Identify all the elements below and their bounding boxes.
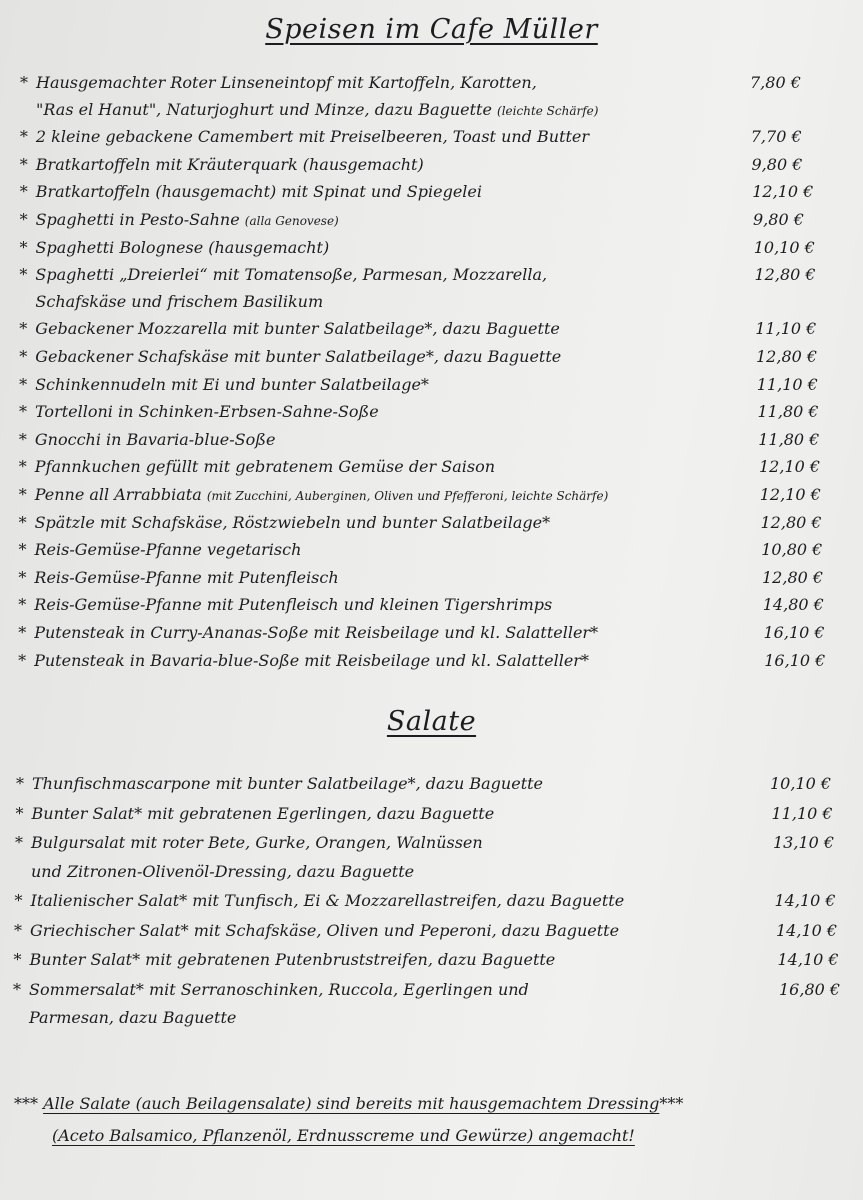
salad-item-price: 14,10 € — [777, 950, 839, 969]
salad-item-6 — [14, 946, 556, 974]
menu-item-price: 12,10 € — [759, 485, 821, 504]
menu-item-price: 9,80 € — [753, 210, 804, 229]
menu-item-price: 14,80 € — [762, 595, 824, 615]
footnote-line-1 — [14, 1090, 683, 1118]
menu-item-price: 11,10 € — [756, 374, 818, 394]
menu-item-price: 12,10 € — [759, 457, 821, 477]
salad-item-name: Thunfischmascarpone mit bunter Salatbeilage*, dazu Baguette — [32, 774, 544, 793]
menu-item-continuation — [36, 96, 598, 125]
salad-item-7 — [13, 976, 529, 1004]
menu-item-19 — [18, 619, 598, 647]
menu-bullet: * — [19, 265, 28, 285]
menu-title: Speisen im Cafe Müller — [265, 14, 598, 45]
salad-item-5 — [14, 917, 619, 945]
menu-item-name: Spaghetti „Dreierlei“ mit Tomatensoße, Parmesan, Mozzarella, — [35, 265, 548, 285]
salad-bullet: * — [13, 950, 22, 969]
salad-item-price: 14,10 € — [776, 920, 838, 940]
menu-item-13 — [19, 453, 495, 481]
menu-item-price: 16,10 € — [764, 650, 826, 670]
menu-item-cont-note: (leichte Schärfe) — [497, 103, 599, 118]
menu-bullet: * — [19, 237, 28, 257]
menu-item-1 — [20, 69, 537, 97]
salad-bullet: * — [15, 803, 24, 823]
menu-item-name: Tortelloni in Schinken-Erbsen-Sahne-Soße — [35, 402, 379, 422]
menu-item-name: Gebackener Mozzarella mit bunter Salatbeilage*, dazu Baguette — [35, 319, 560, 339]
menu-item-name: Spaghetti Bolognese (hausgemacht) — [35, 237, 330, 257]
salad-item-name: Bunter Salat* mit gebratenen Putenbruststreifen, dazu Baguette — [29, 950, 556, 969]
salad-item-3 — [15, 829, 483, 857]
menu-item-price: 10,10 € — [753, 237, 815, 257]
salad-item-continuation — [29, 1004, 236, 1032]
menu-item-price: 11,80 € — [757, 402, 819, 422]
salad-item-name: Italienischer Salat* mit Tunfisch, Ei & Mozzarellastreifen, dazu Baguette — [30, 891, 625, 910]
menu-item-name: Spätzle mit Schafskäse, Röstzwiebeln und bunter Salatbeilage* — [34, 512, 551, 532]
menu-item-name: 2 kleine gebackene Camembert mit Preiselbeeren, Toast und Butter — [35, 127, 590, 147]
menu-item-name: Reis-Gemüse-Pfanne mit Putenfleisch — [34, 567, 339, 587]
menu-item-name: Gnocchi in Bavaria-blue-Soße — [34, 429, 276, 449]
menu-item-name: Reis-Gemüse-Pfanne mit Putenfleisch und kleinen Tigershrimps — [34, 595, 553, 615]
menu-item-continuation — [35, 288, 323, 316]
menu-item-price: 12,10 € — [752, 182, 814, 202]
menu-item-12 — [19, 426, 276, 454]
menu-item-name: Pfannkuchen gefüllt mit gebratenem Gemüse der Saison — [34, 457, 496, 477]
salad-item-price: 14,10 € — [774, 891, 836, 910]
menu-item-8 — [19, 315, 560, 343]
menu-item-17 — [18, 564, 338, 592]
menu-bullet: * — [18, 457, 27, 477]
menu-bullet: * — [18, 595, 27, 615]
menu-item-14 — [19, 481, 609, 510]
menu-item-name: Spaghetti in Pesto-Sahne — [35, 210, 240, 229]
salad-item-cont-text: und Zitronen-Olivenöl-Dressing, dazu Baguette — [31, 861, 415, 881]
menu-item-16 — [19, 536, 302, 564]
menu-item-2 — [20, 123, 589, 151]
salad-bullet: * — [14, 891, 23, 910]
menu-bullet: * — [20, 73, 28, 92]
menu-bullet: * — [18, 623, 27, 642]
salad-item-continuation — [31, 858, 414, 886]
menu-item-price: 16,10 € — [763, 623, 825, 642]
menu-item-price: 12,80 € — [756, 347, 818, 366]
salad-item-cont-text: Parmesan, dazu Baguette — [29, 1008, 237, 1027]
menu-item-name: Putensteak in Curry-Ananas-Soße mit Reisbeilage und kl. Salatteller* — [34, 623, 599, 642]
salad-bullet: * — [14, 920, 22, 940]
menu-item-6 — [20, 234, 330, 262]
menu-item-price: 9,80 € — [751, 154, 803, 174]
menu-bullet: * — [18, 567, 27, 587]
footnote-line-2 — [52, 1122, 635, 1150]
menu-bullet: * — [19, 182, 28, 202]
menu-item-name: Bratkartoffeln mit Kräuterquark (hausgemacht) — [35, 154, 424, 174]
salad-bullet: * — [15, 833, 23, 852]
menu-item-cont-text: Schafskäse und frischem Basilikum — [35, 291, 324, 311]
menu-bullet: * — [19, 402, 27, 422]
menu-item-price: 10,80 € — [761, 540, 823, 560]
menu-bullet: * — [18, 512, 27, 532]
menu-item-name: Schinkennudeln mit Ei und bunter Salatbeilage* — [35, 374, 429, 394]
menu-item-name: Bratkartoffeln (hausgemacht) mit Spinat und Spiegelei — [35, 182, 482, 202]
menu-bullet: * — [19, 127, 28, 147]
menu-item-20 — [18, 647, 589, 675]
menu-item-note: (alla Genovese) — [244, 214, 339, 228]
salad-item-price: 11,10 € — [771, 803, 833, 823]
footnote-stars-left: *** — [14, 1094, 38, 1113]
footnote-stars-right: *** — [659, 1094, 684, 1113]
menu-item-price: 7,70 € — [750, 127, 802, 147]
salad-title: Salate — [386, 706, 477, 737]
salad-bullet: * — [16, 774, 24, 793]
menu-item-name: Putensteak in Bavaria-blue-Soße mit Reisbeilage und kl. Salatteller* — [34, 650, 589, 670]
menu-item-price: 11,10 € — [755, 319, 817, 339]
menu-item-name: Reis-Gemüse-Pfanne vegetarisch — [34, 540, 302, 560]
footnote-text-2: (Aceto Balsamico, Pflanzenöl, Erdnusscreme und Gewürze) angemacht! — [52, 1126, 635, 1145]
menu-item-price: 11,80 € — [758, 429, 820, 449]
menu-bullet: * — [19, 319, 28, 339]
menu-item-name: Gebackener Schafskäse mit bunter Salatbeilage*, dazu Baguette — [35, 347, 562, 366]
menu-item-name: Penne all Arrabbiata — [34, 485, 202, 504]
menu-bullet: * — [19, 154, 28, 174]
salad-item-price: 13,10 € — [773, 833, 835, 852]
menu-item-name: Hausgemachter Roter Linseneintopf mit Kartoffeln, Karotten, — [36, 73, 537, 92]
menu-bullet: * — [18, 650, 27, 670]
salad-bullet: * — [13, 979, 21, 999]
menu-item-5 — [20, 206, 339, 235]
salad-item-2 — [16, 800, 495, 828]
menu-item-15 — [19, 509, 551, 537]
menu-bullet: * — [19, 210, 28, 229]
menu-item-cont-text: "Ras el Hanut", Naturjoghurt und Minze, dazu Baguette — [36, 99, 492, 119]
menu-bullet: * — [18, 429, 27, 449]
salad-item-name: Griechischer Salat* mit Schafskäse, Oliven und Peperoni, dazu Baguette — [30, 920, 620, 940]
salad-item-price: 10,10 € — [770, 774, 832, 793]
menu-item-note: (mit Zucchini, Auberginen, Oliven und Pfefferoni, leichte Schärfe) — [206, 489, 609, 503]
menu-item-price: 7,80 € — [750, 73, 801, 92]
menu-item-10 — [19, 371, 429, 399]
salad-item-name: Sommersalat* mit Serranoschinken, Ruccola, Egerlingen und — [29, 979, 529, 999]
menu-bullet: * — [19, 347, 28, 366]
menu-item-3 — [20, 151, 424, 179]
menu-bullet: * — [19, 374, 28, 394]
menu-item-7 — [19, 261, 547, 289]
footnote-text-1: Alle Salate (auch Beilagensalate) sind bereits mit hausgemachtem Dressing — [43, 1094, 660, 1113]
menu-bullet: * — [18, 540, 27, 560]
menu-item-11 — [19, 398, 379, 426]
menu-item-price: 12,80 € — [760, 512, 822, 532]
menu-item-4 — [20, 178, 482, 206]
menu-item-18 — [18, 591, 552, 619]
menu-bullet: * — [18, 485, 27, 504]
salad-item-name: Bulgursalat mit roter Bete, Gurke, Orangen, Walnüssen — [31, 833, 483, 852]
menu-item-price: 12,80 € — [762, 567, 824, 587]
salad-item-name: Bunter Salat* mit gebratenen Egerlingen, dazu Baguette — [31, 803, 495, 823]
salad-item-price: 16,80 € — [779, 979, 841, 999]
menu-item-price: 12,80 € — [754, 265, 816, 285]
menu-item-9 — [19, 343, 561, 371]
salad-item-4 — [15, 887, 625, 915]
salad-item-1 — [16, 770, 543, 798]
